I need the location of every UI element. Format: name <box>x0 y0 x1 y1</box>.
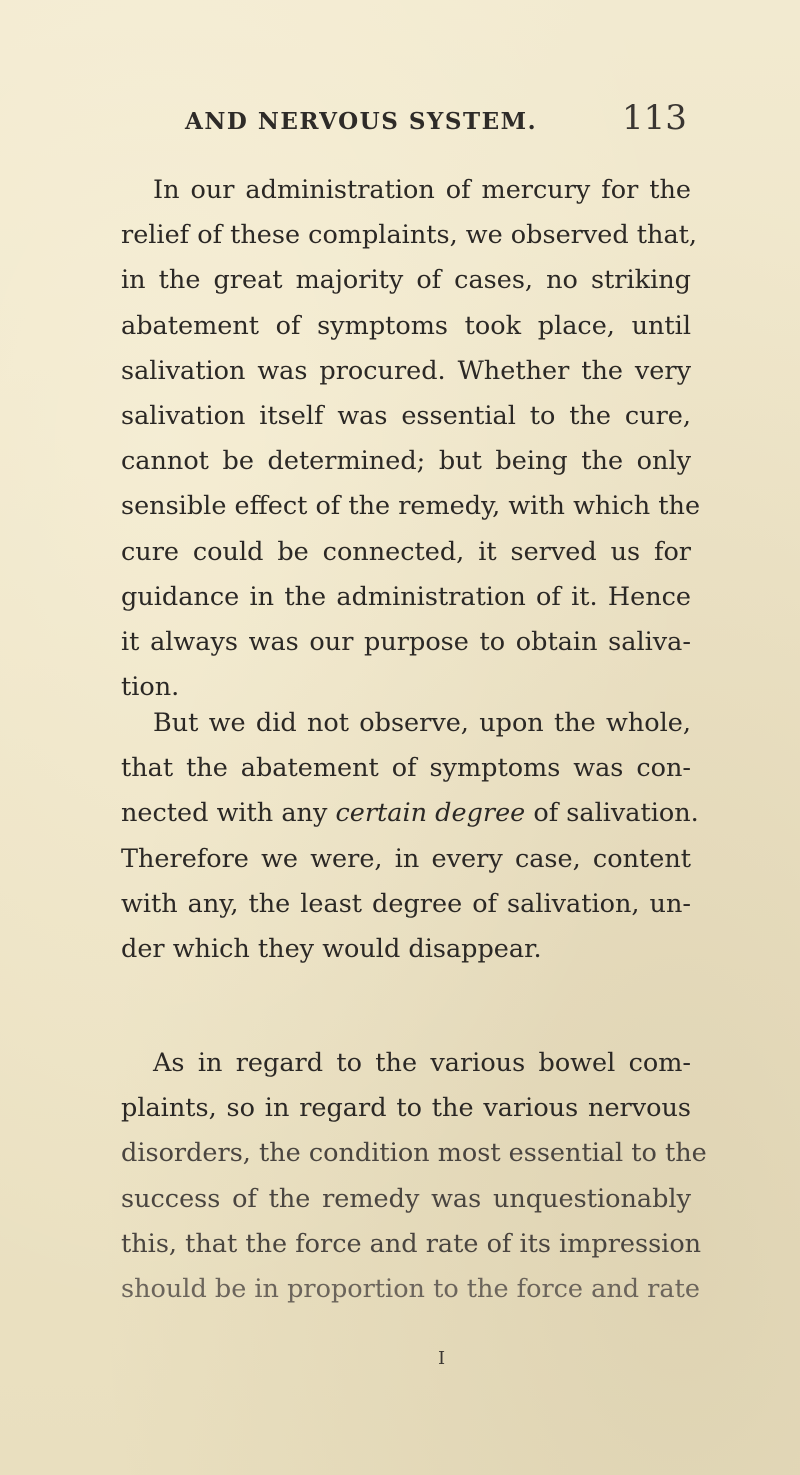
running-head: AND NERVOUS SYSTEM. <box>185 108 538 135</box>
text-line: plaints, so in regard to the various nervous <box>121 1093 691 1124</box>
text-line: As in regard to the various bowel com- <box>153 1048 691 1078</box>
text-line: disorders, the condition most essential to the <box>121 1138 707 1169</box>
text-line: success of the remedy was unquestionably <box>121 1183 691 1214</box>
text-line: abatement of symptoms took place, until <box>121 310 691 341</box>
text-line: this, that the force and rate of its impression <box>121 1228 702 1259</box>
text-line: that the abatement of symptoms was con- <box>121 753 691 784</box>
text-line: der which they would disappear. <box>121 934 542 965</box>
text-line: in the great majority of cases, no striking <box>121 265 691 296</box>
italic-emphasis: certain degree <box>335 798 526 829</box>
text-line: In our administration of mercury for the <box>153 175 691 205</box>
text-line: salivation was procured. Whether the very <box>121 355 691 386</box>
text-line: tion. <box>121 672 180 703</box>
text-line: guidance in the administration of it. Hence <box>121 581 691 612</box>
paragraph-1 <box>121 168 701 710</box>
paragraph-2 <box>121 701 699 972</box>
paragraph-3 <box>121 1041 707 1312</box>
text-line: cannot be determined; but being the only <box>121 446 691 477</box>
text-line-with-italic <box>121 791 699 836</box>
text-line: cure could be connected, it served us for <box>121 536 691 567</box>
text-line: with any, the least degree of salivation, un- <box>121 888 691 919</box>
text-line: relief of these complaints, we observed that, <box>121 220 698 251</box>
text-segment: nected with any <box>121 798 336 829</box>
signature-mark: I <box>438 1348 446 1369</box>
text-line: sensible effect of the remedy, with which the <box>121 491 701 522</box>
text-line: salivation itself was essential to the cure, <box>121 401 691 432</box>
text-line: But we did not observe, upon the whole, <box>153 708 691 738</box>
text-line: Therefore we were, in every case, content <box>121 843 691 874</box>
text-line: it always was our purpose to obtain saliva- <box>121 627 691 658</box>
text-line: should be in proportion to the force and rate <box>121 1274 700 1305</box>
page-number: 113 <box>622 98 687 138</box>
text-segment: of salivation. <box>525 798 699 829</box>
